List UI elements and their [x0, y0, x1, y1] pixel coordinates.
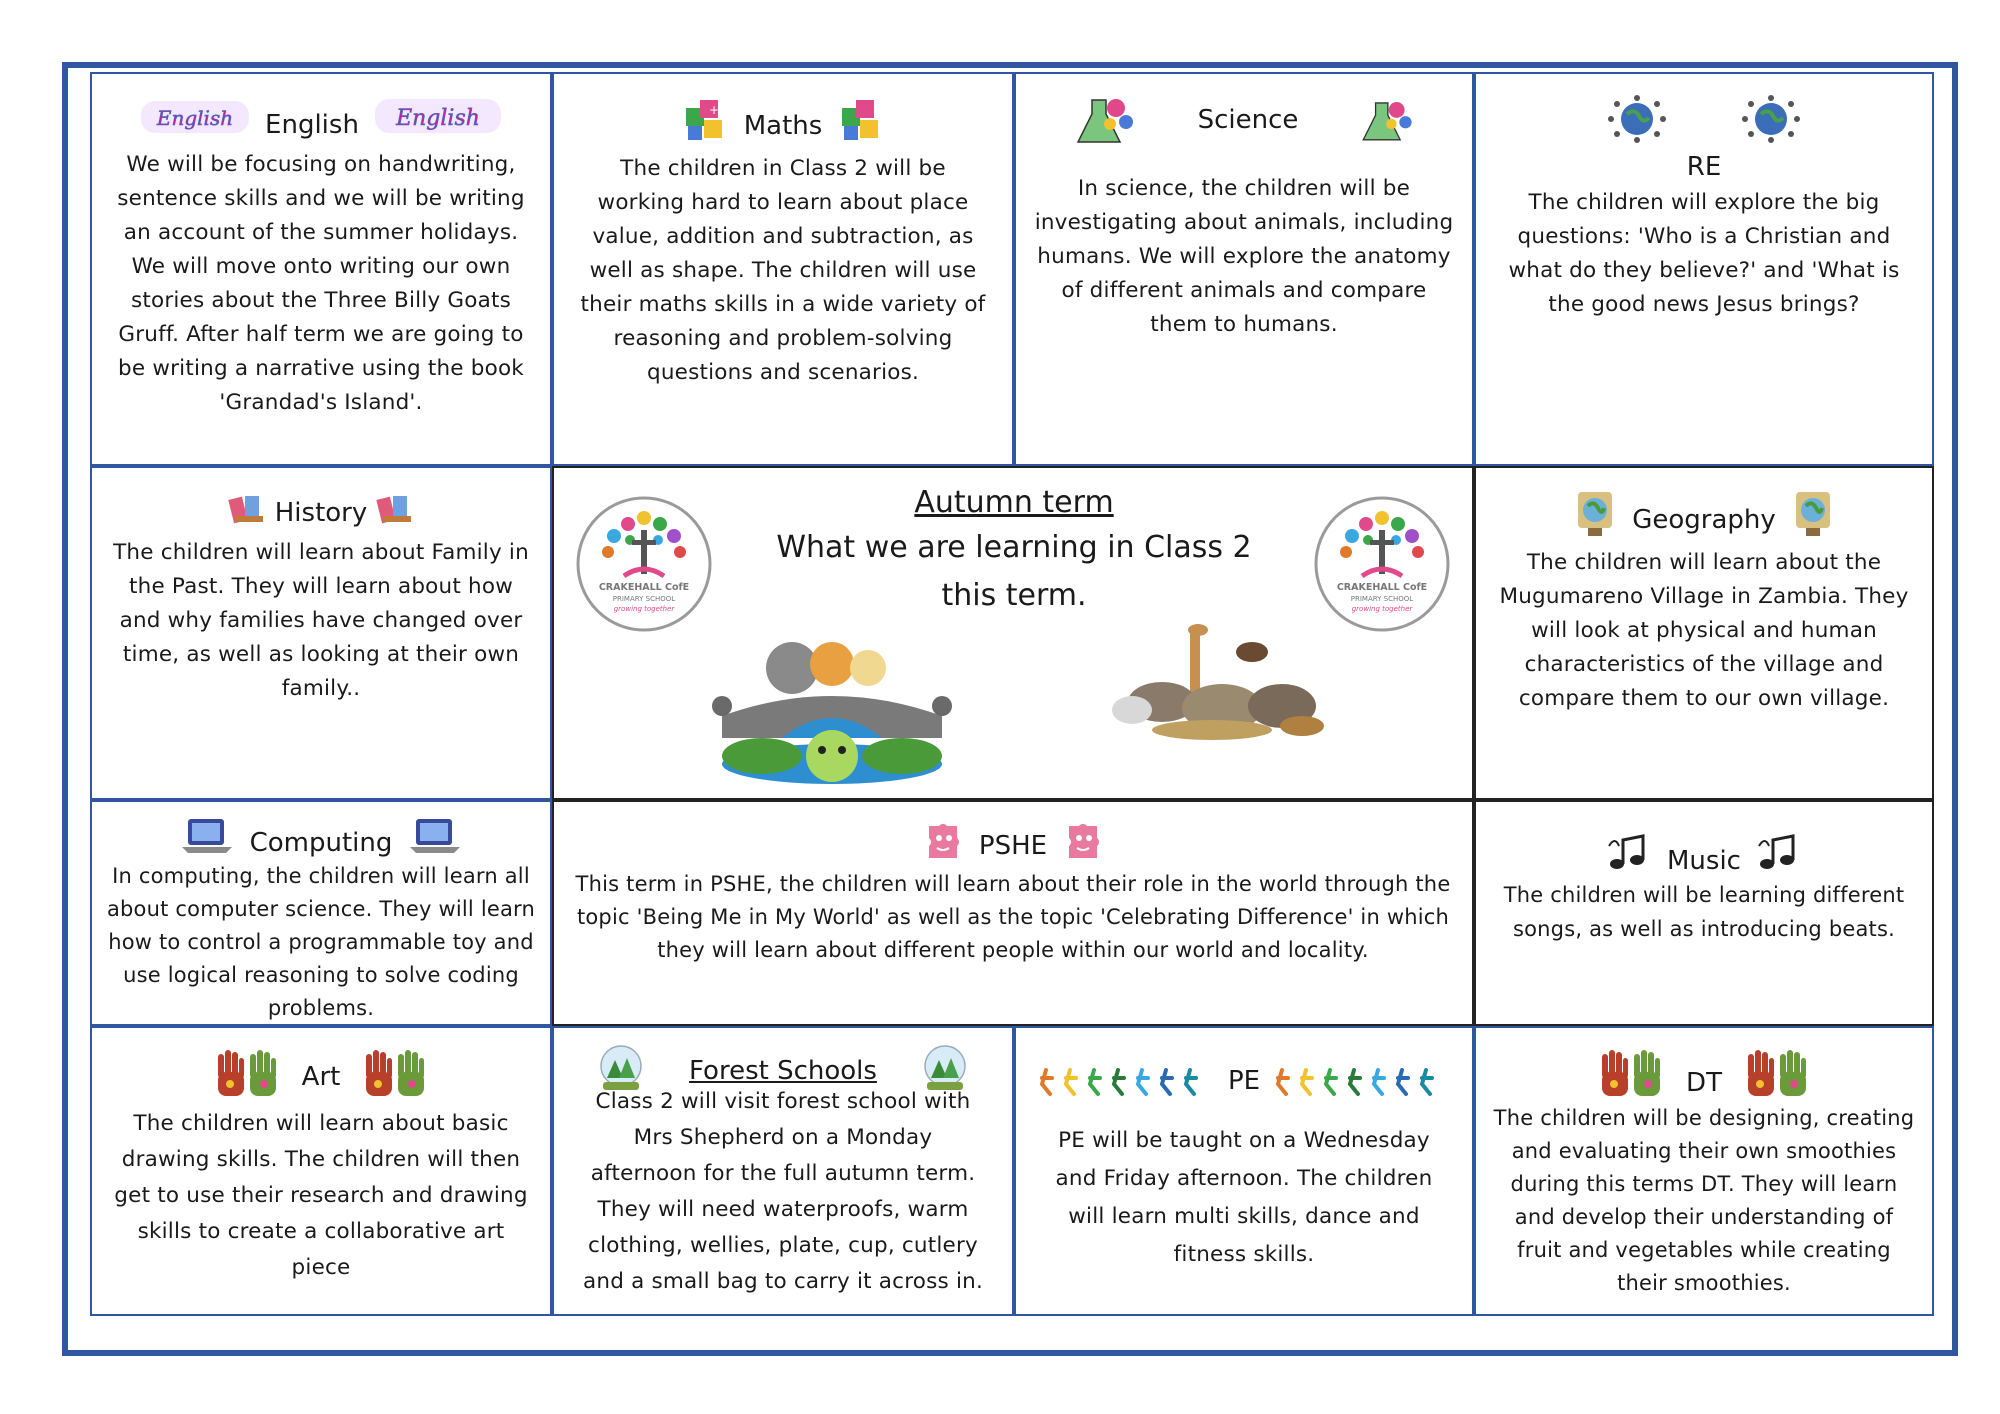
geography-title: Geography — [1632, 505, 1776, 535]
science-flask-icon — [1072, 94, 1138, 154]
curriculum-grid — [90, 72, 1934, 1316]
forest-body: Class 2 will visit forest school with Mrs Shepherd on a Monday afternoon for the full autumn term. They will need waterproofs, warm clothing, wellies, plate, cup, cutlery and a small bag to carry it across in. — [583, 1089, 983, 1294]
pshe-body: This term in PSHE, the children will learn about their role in the world through the topic 'Being Me in My World' as well as the topic 'Celebrating Difference' in which they will learn about different people within our world and locality. — [575, 872, 1451, 962]
school-logo-icon — [574, 494, 714, 634]
music-cell — [1474, 800, 1934, 1026]
svg-text:+: + — [708, 103, 719, 117]
science-title: Science — [1197, 105, 1299, 135]
school-logo-right — [1312, 494, 1452, 638]
jigsaw-character-icon — [1061, 814, 1105, 864]
dt-cell — [1474, 1026, 1934, 1316]
science-cell — [1014, 72, 1474, 466]
pshe-title: PSHE — [978, 831, 1048, 861]
science-flask-icon — [1358, 97, 1416, 151]
english-icon-text: English — [156, 106, 234, 130]
world-religions-globe-icon — [1605, 94, 1669, 144]
painted-hands-icon — [214, 1048, 280, 1100]
music-body: The children will be learning different songs, as well as introducing beats. — [1503, 883, 1905, 941]
centre-subheading: What we are learning in Class 2 this term. — [776, 530, 1252, 613]
laptop-icon — [178, 815, 236, 857]
re-body: The children will explore the big questions: 'Who is a Christian and what do they believe?' and 'What is the good news Jesus brings? — [1508, 190, 1900, 317]
english-word-art-icon — [373, 95, 503, 139]
music-notes-icon — [1755, 832, 1803, 874]
billy-goats-bridge-illustration — [702, 606, 962, 790]
maths-body: The children in Class 2 will be working hard to learn about place value, addition and subtraction, as well as shape. The children will use their maths skills in a wide variety of reasoning and problem-solving questions and scenarios. — [580, 156, 986, 385]
english-icon-text: English — [396, 106, 480, 131]
forest-cell — [552, 1026, 1014, 1316]
school-logo-line: growing together — [613, 605, 675, 613]
english-word-art-icon — [139, 95, 251, 139]
history-books-icon — [227, 490, 267, 526]
history-cell — [90, 466, 552, 800]
music-notes-icon — [1605, 832, 1653, 874]
maths-cell — [552, 72, 1014, 466]
art-body: The children will learn about basic drawing skills. The children will then get to use their research and drawing skills to create a collaborative art piece — [114, 1111, 528, 1280]
running-figures-icon — [1036, 1064, 1216, 1098]
school-logo-line: CRAKEHALL CofE — [598, 582, 690, 593]
computing-cell — [90, 800, 552, 1026]
art-title: Art — [301, 1062, 341, 1092]
school-logo-line: CRAKEHALL CofE — [1336, 582, 1428, 593]
dt-body: The children will be designing, creating and evaluating their own smoothies during this terms DT. They will learn and develop their understanding of fruit and vegetables while creating their smoothies. — [1493, 1106, 1915, 1295]
computing-body: In computing, the children will learn all about computer science. They will learn how to control a programmable toy and use logical reasoning to solve coding problems. — [106, 864, 536, 1020]
geography-body: The children will learn about the Mugumareno Village in Zambia. They will look at physical and human characteristics of the village and compare them to our own village. — [1499, 550, 1909, 711]
school-logo-left — [574, 494, 714, 638]
art-cell — [90, 1026, 552, 1316]
laptop-icon — [406, 815, 464, 857]
maths-title: Maths — [743, 111, 823, 141]
jigsaw-character-icon — [921, 814, 965, 864]
maths-blocks-icon — [680, 94, 730, 144]
animal-group-photo — [1102, 618, 1332, 752]
english-cell — [90, 72, 552, 466]
re-cell — [1474, 72, 1934, 466]
music-title: Music — [1667, 846, 1741, 876]
school-logo-line: PRIMARY SCHOOL — [612, 595, 676, 603]
painted-hands-icon — [362, 1048, 428, 1100]
pe-body: PE will be taught on a Wednesday and Friday afternoon. The children will learn multi skills, dance and fitness skills. — [1055, 1128, 1433, 1267]
history-books-icon — [375, 490, 415, 526]
pe-cell — [1014, 1026, 1474, 1316]
running-figures-icon — [1272, 1064, 1452, 1098]
globe-map-icon — [1572, 488, 1618, 538]
english-title: English — [265, 110, 359, 140]
english-body: We will be focusing on handwriting, sentence skills and we will be writing an account of the summer holidays. We will move onto writing our own stories about the Three Billy Goats Gruff. After half term we are going to be writing a narrative using the book 'Grandad's Island'. — [117, 152, 525, 415]
painted-hands-icon — [1744, 1048, 1810, 1100]
school-logo-line: PRIMARY SCHOOL — [1350, 595, 1414, 603]
painted-hands-icon — [1598, 1048, 1664, 1100]
centre-cell — [552, 466, 1474, 800]
re-title: RE — [1686, 152, 1722, 182]
dt-title: DT — [1686, 1068, 1722, 1098]
forest-title: Forest Schools — [689, 1056, 877, 1086]
geography-cell — [1474, 466, 1934, 800]
world-religions-globe-icon — [1739, 94, 1803, 144]
history-title: History — [274, 498, 368, 528]
centre-heading: Autumn term — [914, 485, 1114, 520]
computing-title: Computing — [249, 828, 393, 858]
globe-map-icon — [1790, 488, 1836, 538]
pe-title: PE — [1227, 1066, 1261, 1096]
history-body: The children will learn about Family in the Past. They will learn about how and why families have changed over time, as well as looking at their own family.. — [113, 540, 529, 701]
science-body: In science, the children will be investigating about animals, including humans. We will explore the anatomy of different animals and compare them to humans. — [1034, 176, 1454, 337]
school-logo-icon — [1312, 494, 1452, 634]
maths-blocks-icon — [836, 94, 886, 144]
school-logo-line: growing together — [1351, 605, 1413, 613]
pshe-cell — [552, 800, 1474, 1026]
